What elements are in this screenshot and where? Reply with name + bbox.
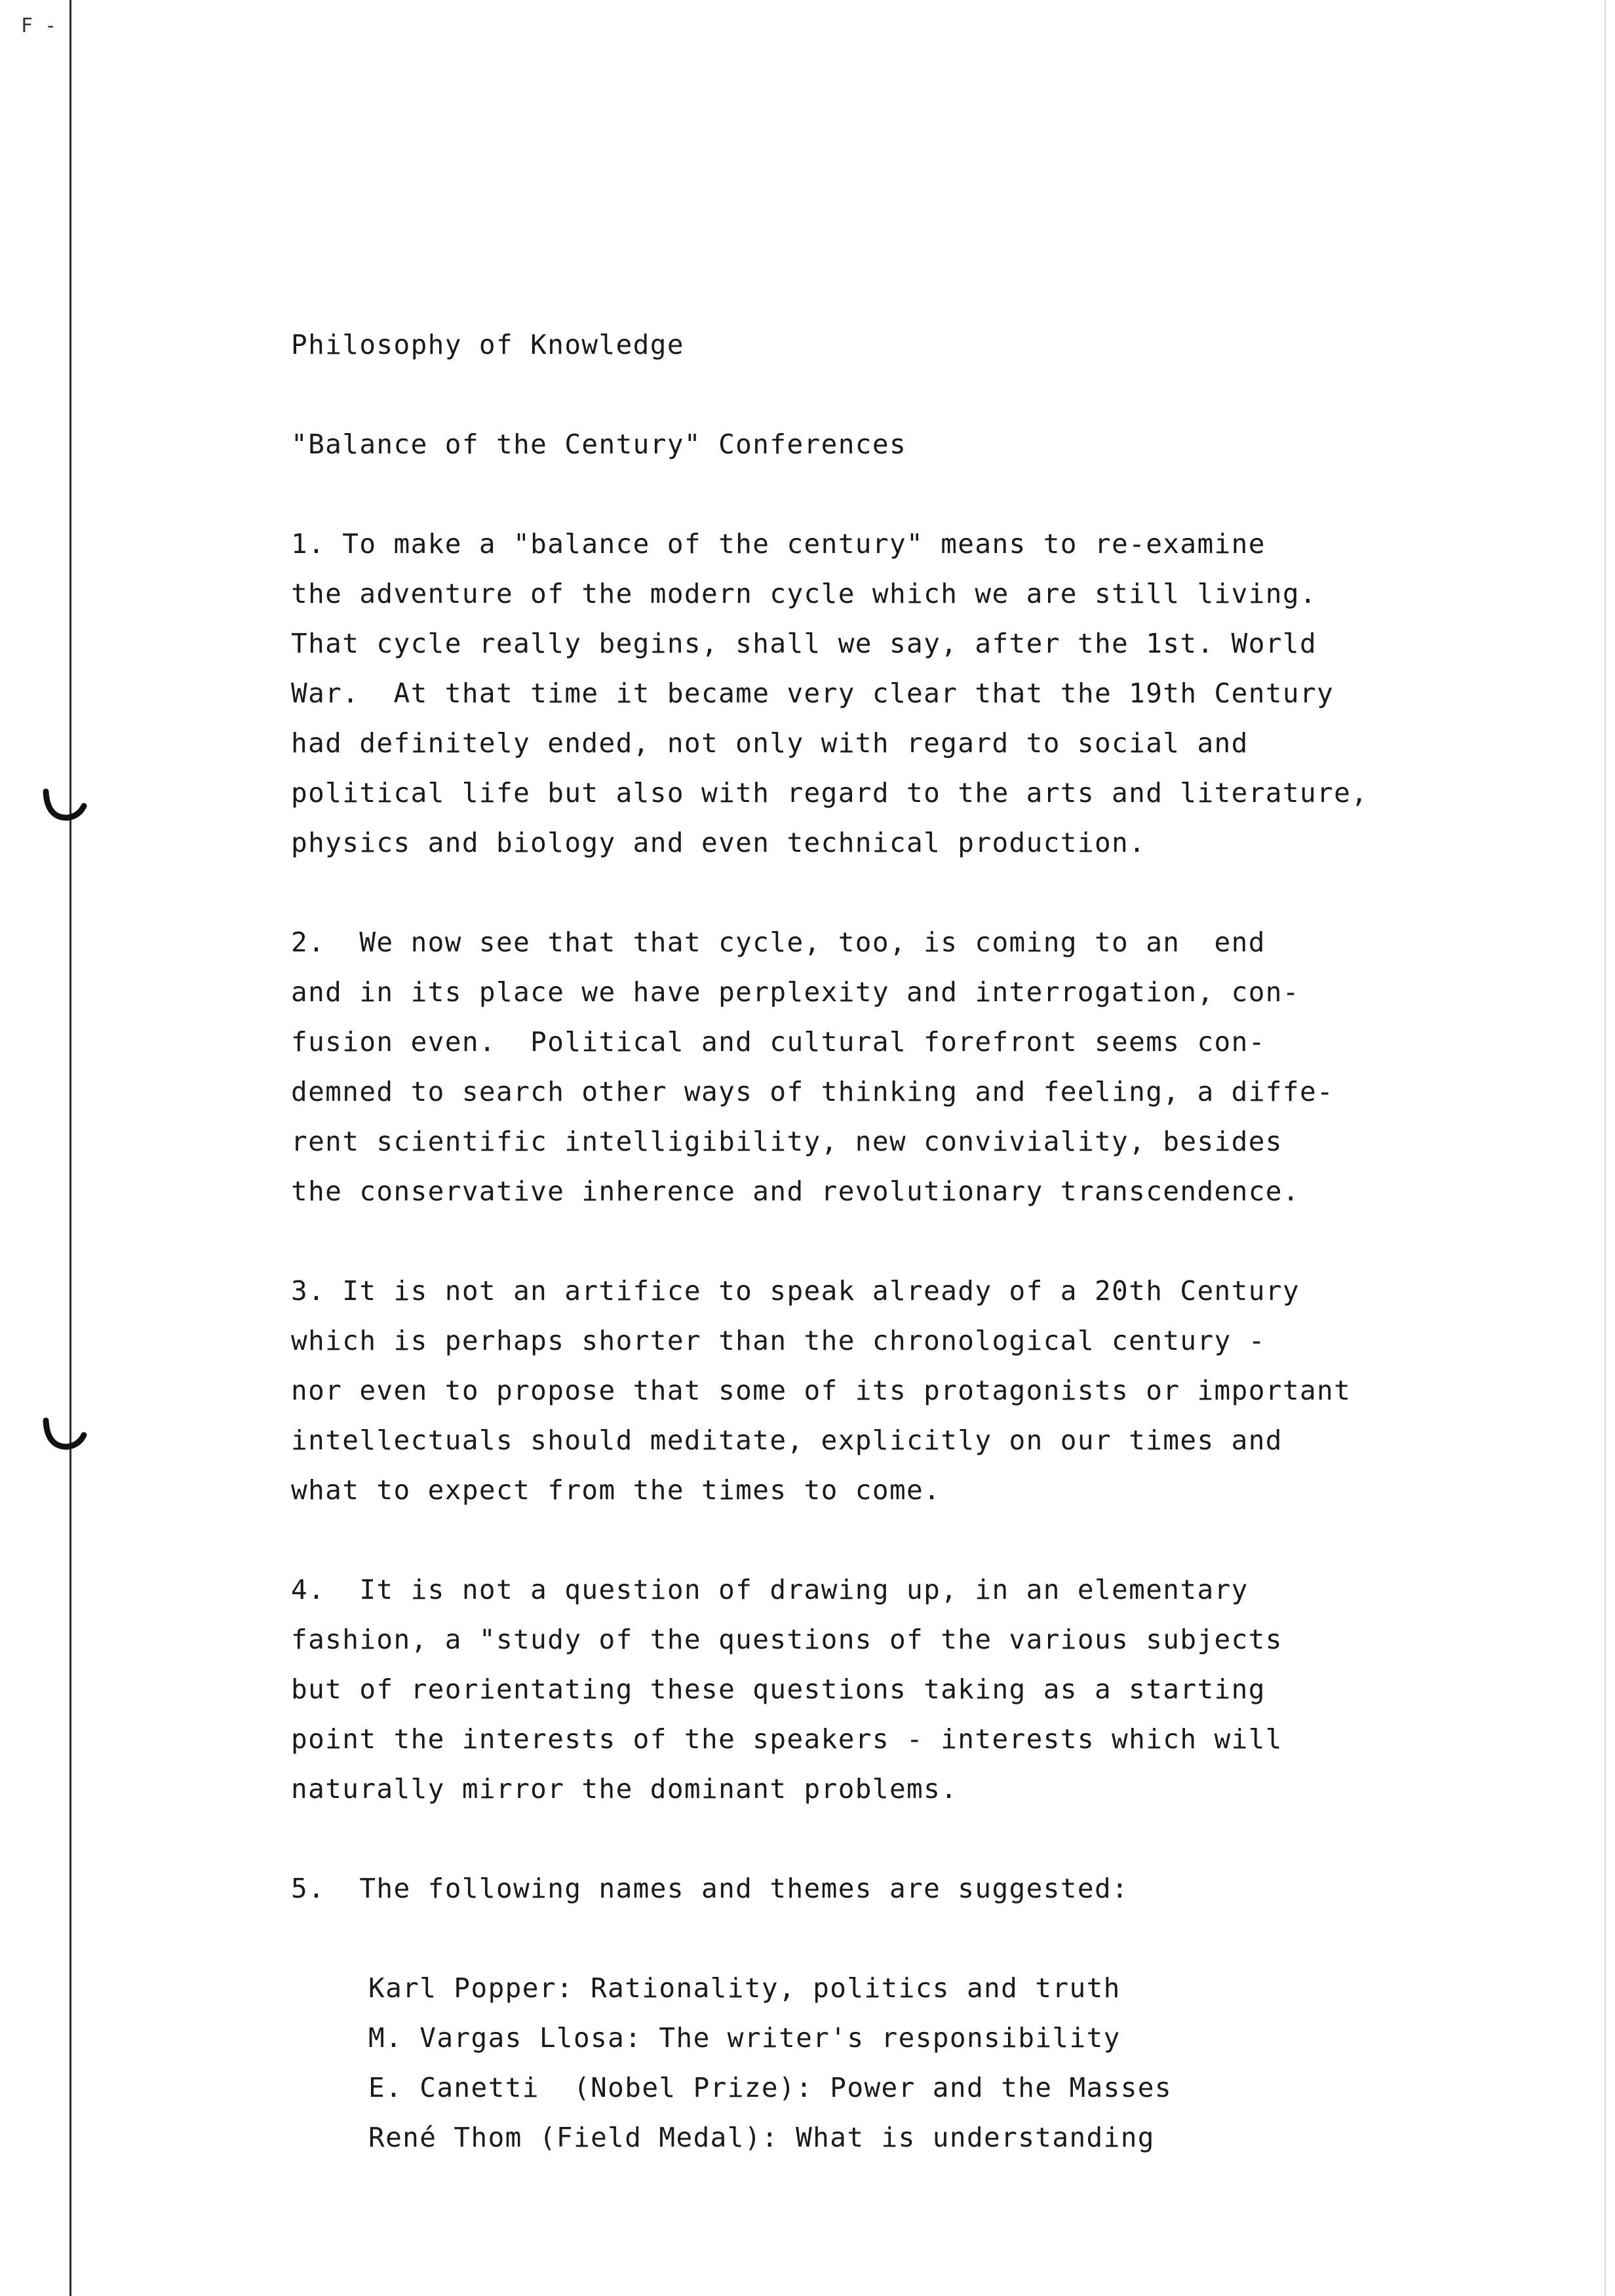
binding-margin-line — [69, 0, 71, 2296]
text-line: 3. It is not an artifice to speak already of a 20th Century — [291, 1275, 1300, 1307]
paragraph-4 — [291, 1565, 1536, 1814]
text-line: fusion even. Political and cultural forefront seems con- — [291, 1026, 1266, 1058]
text-line: the adventure of the modern cycle which we are still living. — [291, 578, 1317, 609]
list-item: Karl Popper: Rationality, politics and truth — [368, 1972, 1121, 2004]
text-line: War. At that time it became very clear that the 19th Century — [291, 678, 1334, 709]
text-line: naturally mirror the dominant problems. — [291, 1773, 958, 1805]
text-line: intellectuals should meditate, explicitly on our times and — [291, 1425, 1283, 1456]
text-line: demned to search other ways of thinking and feeling, a diffe- — [291, 1076, 1334, 1107]
text-line: political life but also with regard to the arts and literature, — [291, 777, 1369, 809]
punch-hole-mark — [41, 786, 88, 826]
document-subtitle: "Balance of the Century" Conferences — [291, 429, 907, 460]
text-line: the conservative inherence and revolutionary transcendence. — [291, 1176, 1300, 1207]
text-line: rent scientific intelligibility, new conviviality, besides — [291, 1126, 1283, 1157]
text-line: 2. We now see that that cycle, too, is coming to an end — [291, 927, 1266, 958]
document-body — [291, 320, 1536, 2162]
paragraph-5 — [291, 1864, 1536, 1913]
text-line: 5. The following names and themes are suggested: — [291, 1873, 1129, 1904]
paragraph-2 — [291, 917, 1536, 1216]
page-right-edge — [1605, 0, 1606, 2296]
text-line: and in its place we have perplexity and interrogation, con- — [291, 976, 1300, 1008]
paragraph-3 — [291, 1266, 1536, 1515]
document-title: Philosophy of Knowledge — [291, 329, 684, 360]
list-item: M. Vargas Llosa: The writer's responsibility — [368, 2022, 1121, 2054]
text-line: which is perhaps shorter than the chronological century - — [291, 1325, 1266, 1356]
suggested-names-list — [291, 1963, 1536, 2162]
text-line: what to expect from the times to come. — [291, 1474, 941, 1506]
list-item: E. Canetti (Nobel Prize): Power and the Masses — [368, 2072, 1172, 2103]
paragraph-1 — [291, 519, 1536, 868]
text-line: physics and biology and even technical production. — [291, 827, 1146, 858]
corner-mark: F - — [21, 14, 57, 37]
text-line: fashion, a "study of the questions of the various subjects — [291, 1624, 1283, 1655]
text-line: but of reorientating these questions taking as a starting — [291, 1674, 1266, 1705]
text-line: had definitely ended, not only with regard to social and — [291, 727, 1249, 759]
list-item: René Thom (Field Medal): What is understanding — [368, 2122, 1155, 2153]
text-line: nor even to propose that some of its protagonists or important — [291, 1375, 1352, 1406]
punch-hole-mark — [41, 1415, 88, 1455]
text-line: point the interests of the speakers - interests which will — [291, 1723, 1283, 1755]
text-line: 4. It is not a question of drawing up, in an elementary — [291, 1574, 1249, 1605]
text-line: 1. To make a "balance of the century" means to re-examine — [291, 528, 1266, 560]
text-line: That cycle really begins, shall we say, after the 1st. World — [291, 628, 1317, 659]
